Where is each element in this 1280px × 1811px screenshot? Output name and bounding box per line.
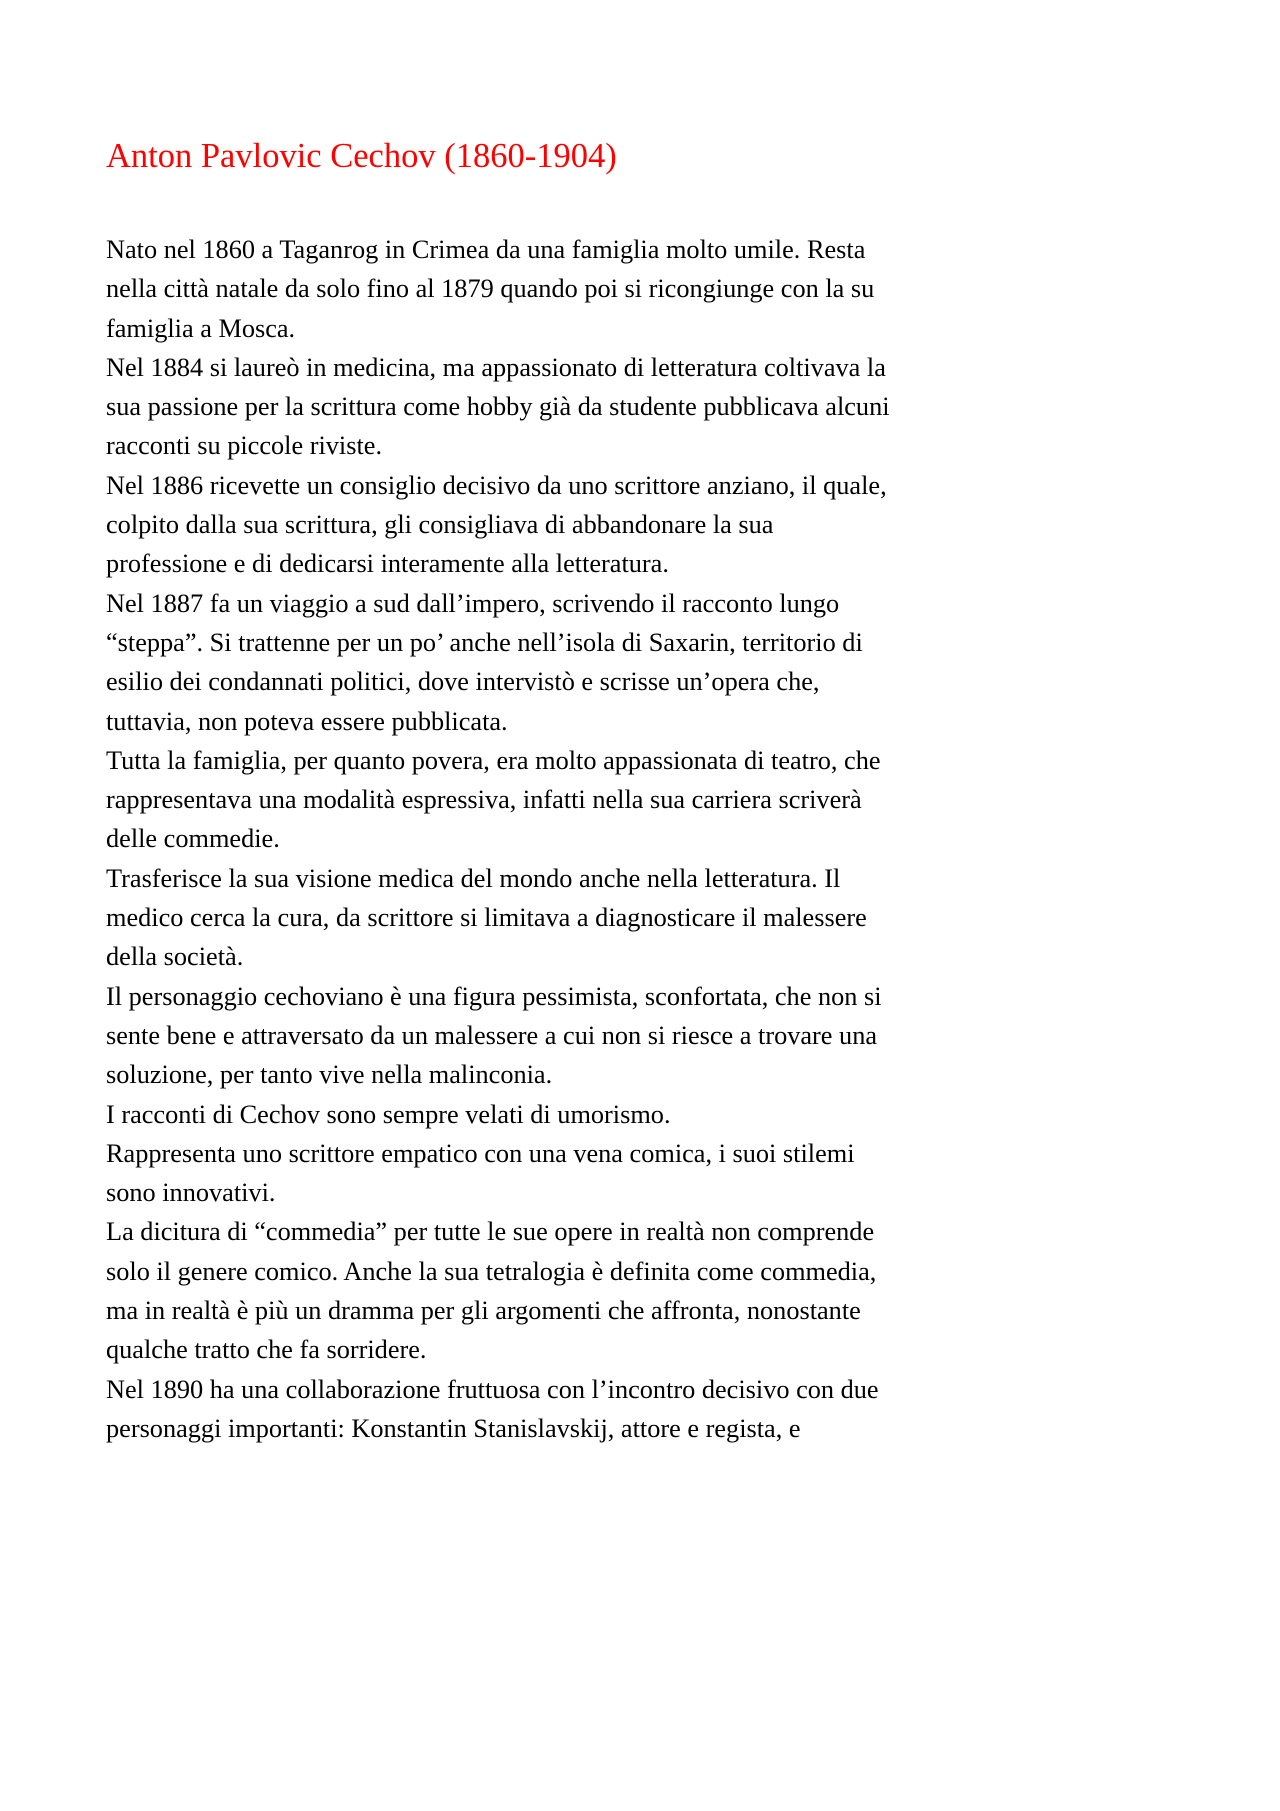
body-text-line: tuttavia, non poteva essere pubblicata. [106, 706, 508, 736]
body-text-line: colpito dalla sua scrittura, gli consigliava di abbandonare la sua [106, 510, 774, 540]
body-text-line: Nel 1886 ricevette un consiglio decisivo da uno scrittore anziano, il quale, [106, 470, 887, 500]
document-title: Anton Pavlovic Cechov (1860-1904) [106, 137, 617, 175]
body-text-line: “steppa”. Si trattenne per un po’ anche nell’isola di Saxarin, territorio di [106, 627, 863, 657]
body-text-line: soluzione, per tanto vive nella malinconia. [106, 1060, 553, 1090]
body-text-line: esilio dei condannati politici, dove intervistò e scrisse un’opera che, [106, 667, 820, 697]
body-text-line: sua passione per la scrittura come hobby già da studente pubblicava alcuni [106, 392, 890, 422]
body-text-line: ma in realtà è più un dramma per gli argomenti che affronta, nonostante [106, 1296, 861, 1326]
body-text-line: Nel 1890 ha una collaborazione fruttuosa con l’incontro decisivo con due [106, 1374, 879, 1404]
body-text-line: famiglia a Mosca. [106, 313, 296, 343]
body-text-line: personaggi importanti: Konstantin Stanislavskij, attore e regista, e [106, 1413, 801, 1443]
body-text-line: I racconti di Cechov sono sempre velati di umorismo. [106, 1099, 671, 1129]
body-text-line: Rappresenta uno scrittore empatico con una vena comica, i suoi stilemi [106, 1138, 855, 1168]
body-text-line: solo il genere comico. Anche la sua tetralogia è definita come commedia, [106, 1256, 877, 1286]
body-text-line: Trasferisce la sua visione medica del mondo anche nella letteratura. Il [106, 863, 841, 893]
body-text-line: della società. [106, 942, 244, 972]
body-text-line: nella città natale da solo fino al 1879 quando poi si ricongiunge con la su [106, 274, 875, 304]
body-text-line: delle commedie. [106, 824, 280, 854]
body-text-line: La dicitura di “commedia” per tutte le sue opere in realtà non comprende [106, 1217, 875, 1247]
body-text-line: sono innovativi. [106, 1178, 276, 1208]
body-text-line: racconti su piccole riviste. [106, 431, 383, 461]
body-text-line: Nel 1884 si laureò in medicina, ma appassionato di letteratura coltivava la [106, 352, 886, 382]
body-text-line: qualche tratto che fa sorridere. [106, 1335, 427, 1365]
body-text-line: Nel 1887 fa un viaggio a sud dall’impero, scrivendo il racconto lungo [106, 588, 840, 618]
body-text-line: rappresentava una modalità espressiva, infatti nella sua carriera scriverà [106, 785, 862, 815]
document-body [106, 230, 1006, 1448]
body-text-line: Nato nel 1860 a Taganrog in Crimea da una famiglia molto umile. Resta [106, 235, 866, 264]
body-text-line: sente bene e attraversato da un malessere a cui non si riesce a trovare una [106, 1020, 878, 1050]
body-text-line: medico cerca la cura, da scrittore si limitava a diagnosticare il malessere [106, 903, 867, 933]
body-text-line: Il personaggio cechoviano è una figura pessimista, sconfortata, che non si [106, 981, 882, 1011]
body-text-line: Tutta la famiglia, per quanto povera, era molto appassionata di teatro, che [106, 745, 881, 775]
body-text-line: professione e di dedicarsi interamente alla letteratura. [106, 549, 669, 579]
